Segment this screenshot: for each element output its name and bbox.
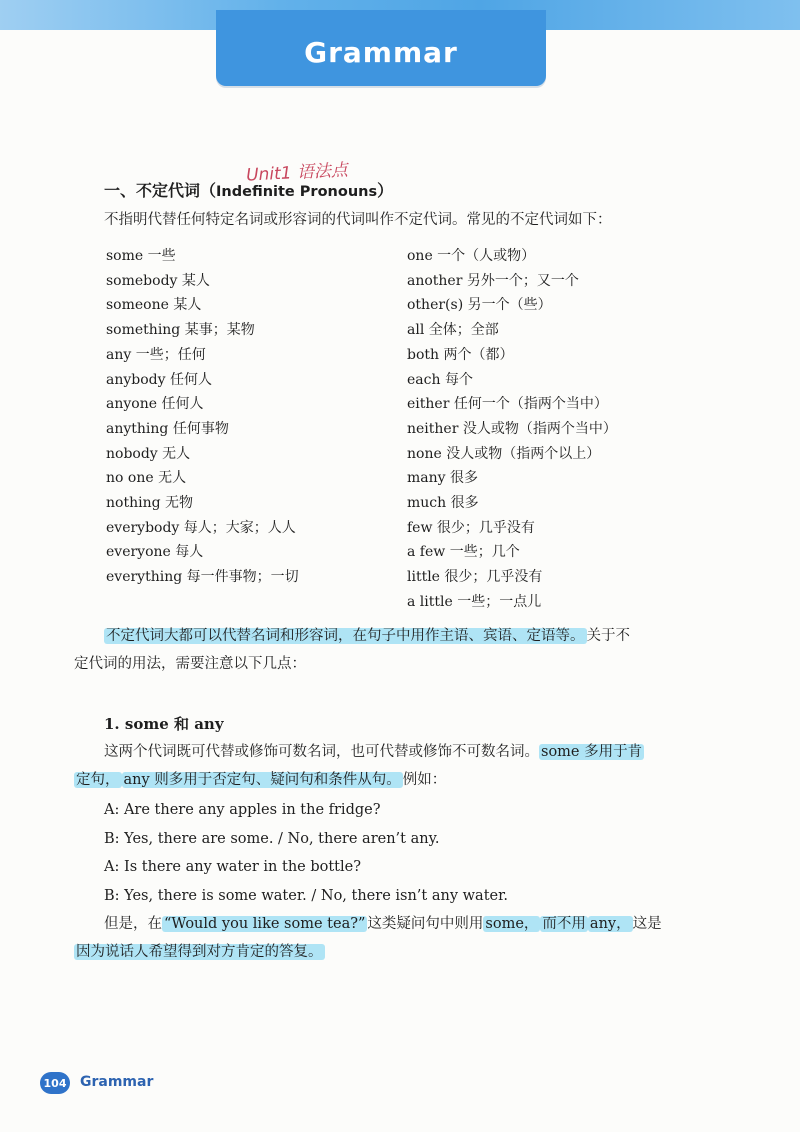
list-item: a few 一些；几个 [407, 544, 520, 561]
paragraph-text: 但是，在 [104, 916, 162, 932]
subsection-heading: 1. some 和 any [104, 715, 224, 733]
list-item: anyone 任何人 [106, 396, 204, 413]
highlighted-text: 因为说话人希望得到对方肯定的答复。 [76, 944, 323, 960]
highlighted-text: “Would you like some tea?” [164, 916, 366, 932]
pronoun-list-right [407, 244, 617, 615]
dialogue-line: B: Yes, there is some water. / No, there isn’t any water. [104, 887, 509, 904]
section-heading [104, 178, 393, 201]
intro-text: 不指明代替任何特定名词或形容词的代词叫作不定代词。常见的不定代词如下： [104, 212, 612, 228]
highlighted-text: 定句， [76, 772, 120, 788]
list-item: everything 每一件事物；一切 [106, 569, 299, 586]
list-item: some 一些 [106, 248, 176, 264]
chapter-title: Grammar [304, 35, 458, 69]
list-item: either 任何一个（指两个当中） [407, 396, 608, 413]
paragraph-text: 这类疑问句中则用 [367, 916, 484, 932]
list-item: no one 无人 [106, 470, 187, 487]
usage-text-line2: 定代词的用法，需要注意以下几点： [74, 656, 306, 672]
list-item: everyone 每人 [106, 544, 204, 561]
page-number-badge: 104 [40, 1072, 70, 1094]
heading-chinese: 一、不定代词（ [104, 181, 217, 200]
highlighted-text: 而不用 [542, 916, 586, 932]
list-item: nobody 无人 [106, 445, 191, 462]
pronoun-list-left [106, 244, 299, 590]
usage-text: 关于不 [586, 628, 630, 644]
list-item: another 另外一个；又一个 [407, 272, 579, 289]
list-item: something 某事；某物 [106, 322, 255, 339]
list-item: neither 没人或物（指两个当中） [407, 420, 617, 437]
handwritten-note: Unit1 语法点 [245, 160, 349, 186]
list-item: any 一些；任何 [106, 346, 206, 363]
chapter-banner [216, 10, 546, 86]
paragraph-text: 例如： [402, 772, 447, 788]
highlighted-text: any 则多用于否定句、疑问句和条件从句。 [123, 772, 401, 788]
some-any-paragraph [74, 738, 694, 794]
would-you-paragraph [74, 910, 694, 966]
list-item: somebody 某人 [106, 272, 210, 289]
paragraph-text: 这是 [632, 916, 662, 932]
list-item: each 每个 [407, 371, 473, 388]
list-item: nothing 无物 [106, 495, 193, 512]
list-item: all 全体；全部 [407, 322, 499, 339]
highlighted-text: some， [485, 916, 539, 932]
usage-paragraph [74, 622, 694, 678]
highlighted-text: 不定代词大都可以代替名词和形容词，在句子中用作主语、宾语、定语等。 [106, 628, 585, 644]
list-item: everybody 每人；大家；人人 [106, 519, 296, 536]
list-item: both 两个（都） [407, 346, 514, 363]
dialogue-line: A: Is there any water in the bottle? [104, 859, 361, 875]
list-item: many 很多 [407, 470, 478, 487]
list-item: none 没人或物（指两个以上） [407, 445, 601, 462]
list-item: other(s) 另一个（些） [407, 297, 552, 314]
heading-close: ） [377, 181, 394, 200]
highlighted-text: some 多用于肯 [541, 744, 643, 760]
footer-label: Grammar [80, 1074, 154, 1090]
list-item: little 很少；几乎没有 [407, 569, 543, 586]
list-item: anybody 任何人 [106, 371, 212, 388]
paragraph-text: 这两个代词既可代替或修饰可数名词，也可代替或修饰不可数名词。 [104, 744, 539, 760]
list-item: a little 一些；一点儿 [407, 593, 542, 610]
dialogue-line: A: Are there any apples in the fridge? [104, 802, 381, 818]
example-dialogue [104, 796, 508, 910]
list-item: few 很少；几乎没有 [407, 519, 535, 536]
list-item: someone 某人 [106, 297, 202, 314]
list-item: much 很多 [407, 495, 479, 512]
dialogue-line: B: Yes, there are some. / No, there aren’t any. [104, 830, 440, 847]
list-item: one 一个（人或物） [407, 248, 536, 264]
highlighted-text: any， [589, 916, 631, 932]
list-item: anything 任何事物 [106, 420, 229, 437]
heading-english: Indefinite Pronouns [216, 184, 378, 200]
